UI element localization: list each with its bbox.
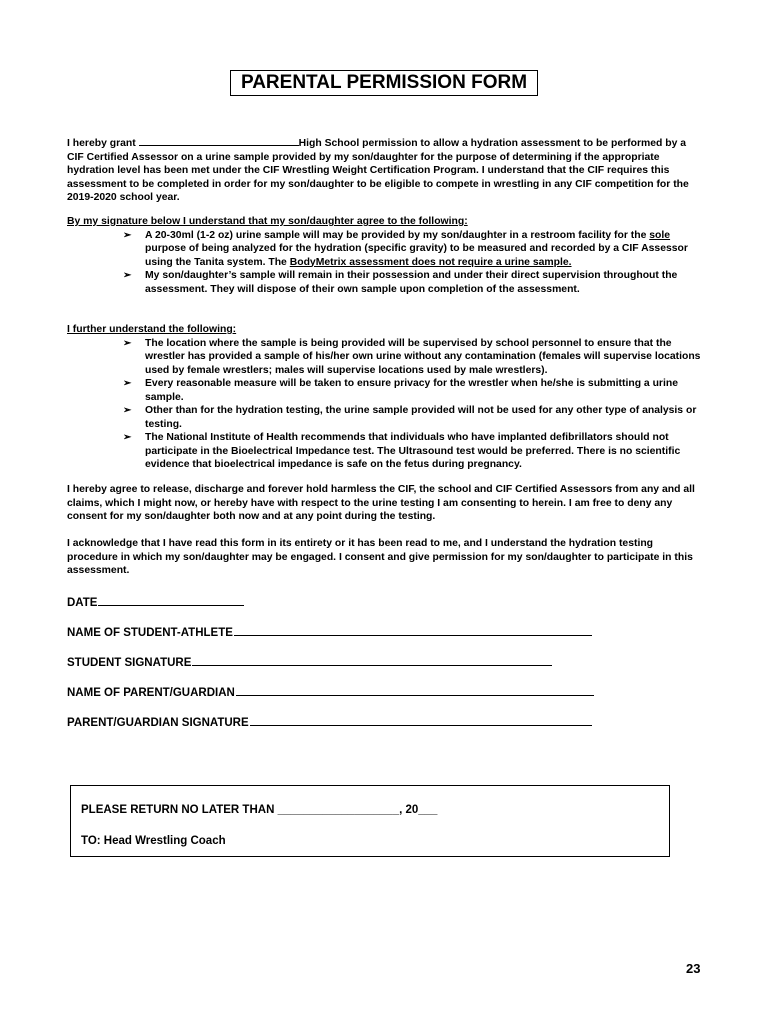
bullet-text: My son/daughter’s sample will remain in their possession and under their direct supervision throughout the assessment. They will dispose of their own sample upon completion of the assessment. [145,270,678,295]
permission-paragraph [67,135,703,205]
bullet-text: purpose of being analyzed for the hydration (specific gravity) to be measured and recorded by a CIF Assessor using the Tanita system. The [145,243,688,268]
arrow-bullet-icon: ➢ [123,405,132,416]
return-deadline: PLEASE RETURN NO LATER THAN ___________________, 20___ [81,804,438,816]
student-signature-label: STUDENT SIGNATURE [67,657,192,669]
student-signature-line[interactable] [192,653,552,666]
arrow-bullet-icon: ➢ [123,432,132,443]
sole-emphasis: sole [649,229,671,241]
arrow-bullet-icon: ➢ [123,229,132,241]
return-recipient: TO: Head Wrestling Coach [81,835,226,847]
date-line[interactable] [98,593,244,606]
section-heading: By my signature below I understand that my son/daughter agree to the following: [67,216,468,227]
date-label: DATE [67,597,98,609]
list-item [67,337,703,378]
bullet-text: A 20-30ml (1-2 oz) urine sample will may be provided by my son/daughter in a restroom facility for the [145,229,650,241]
return-box [70,785,670,857]
arrow-bullet-icon: ➢ [123,378,132,389]
list-item [67,377,703,404]
list-item [67,404,703,431]
bullet-text: The National Institute of Health recommends that individuals who have implanted defibrillators should not participate in the Bioelectrical Impedance test. The Ultrasound test would be preferred. There is no scientific evidence that bioelectrical impedance is safe on the fetus during pregnancy. [145,432,681,470]
list-item [67,431,703,472]
arrow-bullet-icon: ➢ [123,270,132,281]
parent-name-field [67,683,594,699]
parent-name-label: NAME OF PARENT/GUARDIAN [67,687,235,699]
signature-understanding-section [67,215,703,296]
school-name-blank[interactable] [139,135,299,146]
acknowledgement-paragraph: I acknowledge that I have read this form in its entirety or it has been read to me, and I understand the hydration testing procedure in which my son/daughter may be engaged. I consent and give permission for my son/daughter to participate in this assessment. [67,538,693,576]
parent-name-line[interactable] [236,683,594,696]
student-name-label: NAME OF STUDENT-ATHLETE [67,627,233,639]
parent-signature-label: PARENT/GUARDIAN SIGNATURE [67,717,249,729]
release-paragraph: I hereby agree to release, discharge and forever hold harmless the CIF, the school and CIF Certified Assessors from any and all claims, which I might now, or hereby have with respect to the urine testing I am consenting to herein. I am free to deny any consent for my son/daughter both now and at any point during the testing. [67,484,695,522]
bullet-text: Every reasonable measure will be taken to ensure privacy for the wrestler when he/she is submitting a urine sample. [145,378,678,403]
arrow-bullet-icon: ➢ [123,337,132,349]
further-understanding-section [67,323,703,472]
form-title: PARENTAL PERMISSION FORM [230,70,538,96]
date-field [67,593,244,609]
bullet-text: The location where the sample is being provided will be supervised by school personnel to ensure that the wrestler has provided a sample of his/her own urine without any contamination (females will supervise locations used by female wrestlers; males will supervise locations used by male wrestlers). [145,337,701,376]
page-number: 23 [686,961,701,976]
grant-text: I hereby grant [67,138,139,149]
parent-signature-field [67,713,592,729]
student-name-field [67,623,592,639]
student-signature-field [67,653,552,669]
bullet-text: Other than for the hydration testing, the urine sample provided will not be used for any other type of analysis or testing. [145,405,697,430]
list-item [67,269,703,296]
parent-signature-line[interactable] [250,713,592,726]
bodymetrix-note: BodyMetrix assessment does not require a urine sample. [289,256,572,268]
list-item [67,229,703,270]
section-heading: I further understand the following: [67,324,237,335]
grant-text-continued: High School permission to allow a hydration assessment to be performed by a CIF Certified Assessor on a urine sample provided by my son/daughter for the purpose of determining if the appropriate hydration level has been met under the CIF Wrestling Weight Certification Program. I understand that the CIF requires this assessment to be completed in order for my son/daughter to be eligible to compete in wrestling in any CIF competition for the 2019-2020 school year. [67,138,689,203]
student-name-line[interactable] [234,623,592,636]
